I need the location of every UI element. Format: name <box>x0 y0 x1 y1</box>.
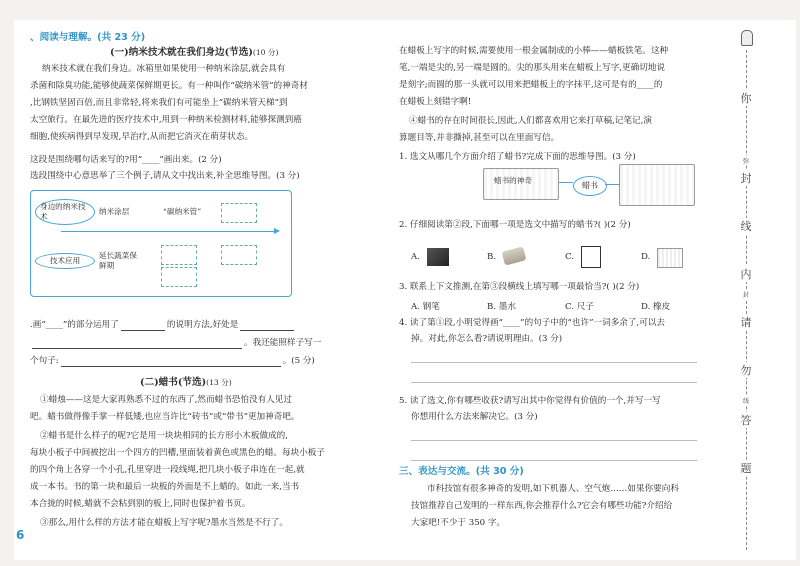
mindmap-blank-1[interactable] <box>161 245 197 265</box>
r-question-2: 2. 仔细阅读第②段,下面哪一项是选文中描写的蜡书?( )(2 分) <box>399 220 631 230</box>
connector <box>559 182 573 183</box>
question-2: 选段围绕中心意思举了三个例子,请从文中找出来,补全思维导图。(3 分) <box>30 171 300 181</box>
option-c-image <box>581 246 601 268</box>
passage1-line-2: 杀菌和除臭功能,能够使蔬菜保鲜期更长。有一种叫作“碳纳米管”的神奇材 <box>30 81 308 91</box>
option-a-image <box>427 248 449 266</box>
mindmap-arrow <box>61 231 276 232</box>
passage1-title: (一)纳米技术就在我们身边(节选)(10 分) <box>110 47 279 58</box>
passage1-line-4: 太空旅行。在最先进的医疗技术中,用到一种纳米检测材料,能够探测到癌 <box>30 115 302 125</box>
page-number: 6 <box>16 528 25 542</box>
passage2-cont-5: ④蜡书的存在时间很长,因此,人们都喜欢用它来打草稿,记笔记,演 <box>409 116 652 126</box>
passage2-cont-4: 在蜡板上刻错字啊! <box>399 97 472 107</box>
mindmap-answer-box[interactable] <box>619 164 695 206</box>
mindmap-book-box <box>483 168 559 200</box>
mindmap-node-1: 纳米涂层 <box>99 207 130 216</box>
essay-line-3: 大家吧!不少于 350 字。 <box>411 518 506 528</box>
passage2-line-7: 本合拢的时候,蜡就不会粘到别的板上,同时也保护着书页。 <box>30 499 251 509</box>
passage2-line-2: 吧。蜡书做得像手掌一样低矮,也应当许比“砖书”或“带书”更加神奇吧。 <box>30 412 300 422</box>
sidebar-char-5: 请 <box>736 314 756 330</box>
option-d-image <box>657 248 683 268</box>
passage2-line-4: 每块小板子中间被挖出一个四方的凹槽,里面装着黄色或黑色的蜡。每块小板子 <box>30 448 325 458</box>
connector <box>605 184 619 185</box>
mindmap-blank-4[interactable] <box>161 267 197 287</box>
answer-line[interactable] <box>411 460 697 461</box>
mindmap-root-bottom: 技术应用 <box>35 253 95 269</box>
binding-ring-icon <box>741 30 753 46</box>
passage2-line-5: 的四个角上各穿一个小孔,孔里穿进一段线绳,把几块小板子串连在一起,就 <box>30 465 305 475</box>
option-b-image <box>502 246 527 265</box>
sidebar-char-1: 你 <box>736 90 756 106</box>
passage2-line-6: 成一本书。书的第一块和最后一块板的外面是不上蜡的。如此一来,当书 <box>30 482 300 492</box>
r-question-5-line-2: 你想用什么方法来解决它。(3 分) <box>411 412 538 422</box>
mindmap-blank-3[interactable] <box>221 203 257 223</box>
question-3-line-3: 个句子: 。(5 分) <box>30 356 315 366</box>
mindmap-center-node: 蜡书 <box>573 176 607 196</box>
r-question-4-line-2: 掉。对此,你怎么看?请说明理由。(3 分) <box>411 334 563 344</box>
answer-blank[interactable] <box>240 321 294 331</box>
passage2-line-8: ③那么,用什么样的方法才能在蜡板上写字呢?墨水当然是不行了。 <box>40 518 288 528</box>
sidebar-char-3: 线 <box>736 218 756 234</box>
sidebar-char-7: 答 <box>736 412 756 428</box>
section-title-expression: 三、表达与交流。(共 30 分) <box>399 466 524 477</box>
sidebar-small-3: 线 <box>736 396 756 405</box>
q3-option-c[interactable]: C. 尺子 <box>565 302 594 312</box>
passage2-cont-1: 在蜡板上写字的时候,需要使用一根金属制成的小棒——蜡板铁笔。这种 <box>399 46 669 56</box>
essay-line-1: 市科技馆有很多神奇的发明,如下机器人、空气炮……如果你要向科 <box>427 484 679 494</box>
sidebar-small-2: 封 <box>736 290 756 299</box>
passage2-line-3: ②蜡书是什么样子的呢?它是用一块块相同的长方形小木板做成的, <box>40 431 288 441</box>
seal-line-sidebar <box>714 20 792 560</box>
exam-sheet <box>14 20 796 560</box>
r-question-1: 1. 选文从哪几个方面介绍了蜡书?完成下面的思维导图。(3 分) <box>399 152 636 162</box>
r-question-4-line-1: 4. 读了第①段,小明觉得画“____”的句子中的“也许”一词多余了,可以去 <box>399 318 666 328</box>
r-question-3: 3. 联系上下文推测,在第③段横线上填写哪一项最恰当?( )(2 分) <box>399 282 640 292</box>
mindmap-root-top: 身边的纳米技术 <box>35 199 95 225</box>
passage2-cont-3: 是刻字;而圆的那一头就可以用来把蜡板上的字抹平,这可是有的____的 <box>399 80 663 90</box>
answer-line[interactable] <box>411 362 697 363</box>
passage2-title: (二)蜡书(节选)(13 分) <box>140 377 232 388</box>
mindmap-node-2: “碳纳米管” <box>163 207 202 216</box>
answer-line[interactable] <box>411 382 697 383</box>
answer-blank[interactable] <box>61 357 281 367</box>
option-d[interactable]: D. <box>641 252 651 262</box>
q3-option-d[interactable]: D. 橡皮 <box>641 302 671 312</box>
essay-line-2: 技馆推荐自己发明的一样东西,你会推荐什么?它会有哪些功能?介绍给 <box>411 501 673 511</box>
answer-blank[interactable] <box>121 321 165 331</box>
sidebar-char-8: 题 <box>736 460 756 476</box>
mindmap-book-label: 蜡书的神奇 <box>494 176 532 185</box>
passage2-cont-2: 笔,一端是尖的,另一端是圆的。尖的那头用来在蜡板上写字,更确切地说 <box>399 63 666 73</box>
mindmap-node-3: 延长蔬菜保鲜期 <box>99 251 137 270</box>
option-c[interactable]: C. <box>565 252 575 262</box>
passage1-line-1: 纳米技术就在我们身边。冰箱里如果使用一种纳米涂层,就会具有 <box>42 64 286 74</box>
question-1: 这段是围绕哪句话来写的?用“____”画出来。(2 分) <box>30 155 222 165</box>
answer-blank[interactable] <box>32 339 242 349</box>
question-3-line-1: .画“____”的部分运用了 的说明方法,好处是 <box>30 320 296 331</box>
r-question-5-line-1: 5. 读了选文,你有哪些收获?请写出其中你觉得有价值的一个,并写一写 <box>399 396 661 406</box>
mind-map <box>30 190 292 297</box>
passage2-line-1: ①蜡烛——这是大家再熟悉不过的东西了,然而蜡书恐怕没有人见过 <box>40 395 292 405</box>
question-3-line-2: 。我还能照样子写一 <box>30 338 321 349</box>
passage1-line-5: 细胞,使疾病得到早发现,早治疗,从而把它消灭在萌芽状态。 <box>30 132 254 142</box>
answer-line[interactable] <box>411 440 697 441</box>
passage1-line-3: ,比钢铁坚固百倍,而且非常轻,将来我们有可能坐上“碳纳米管天梯”到 <box>30 98 288 108</box>
passage2-cont-6: 算题目等,并非撕掉,甚至可以在里面写信。 <box>399 133 560 143</box>
sidebar-char-6: 勿 <box>736 362 756 378</box>
q3-option-a[interactable]: A. 钢笔 <box>411 302 440 312</box>
section-title-reading: 、阅读与理解。(共 23 分) <box>30 32 146 43</box>
option-a[interactable]: A. <box>411 252 420 262</box>
mindmap-blank-2[interactable] <box>221 245 257 265</box>
sidebar-char-2: 封 <box>736 170 756 186</box>
q3-option-b[interactable]: B. 墨水 <box>487 302 516 312</box>
sidebar-small-1: 弥 <box>736 156 756 165</box>
sidebar-char-4: 内 <box>736 266 756 282</box>
option-b[interactable]: B. <box>487 252 497 262</box>
